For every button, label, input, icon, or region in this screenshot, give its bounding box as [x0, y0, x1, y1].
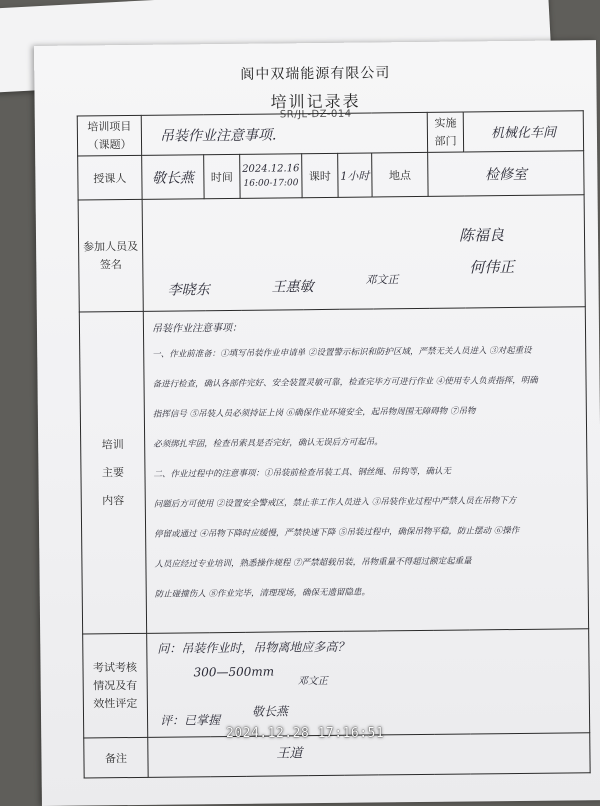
project-value: 吊装作业注意事项. [159, 126, 277, 145]
trainer-value: 敬长燕 [151, 169, 194, 187]
label-remarks: 备注 [84, 737, 148, 778]
content-line: 指挥信号 ⑤吊装人员必须持证上岗 ⑥确保作业环境安全，起吊物周围无障碍物 ⑦吊物 [152, 406, 476, 420]
content-line: 人员应经过专业培训，熟悉操作规程 ⑦严禁超载吊装，吊物重量不得超过额定起重量 [154, 556, 472, 570]
time-range-value: 16:00-17:00 [243, 178, 299, 189]
label-hours: 课时 [302, 153, 338, 197]
exam-answer-signature: 邓文正 [297, 675, 328, 688]
content-heading: 吊装作业注意事项： [151, 322, 243, 335]
content-line: 一、作业前准备：①填写吊装作业申请单 ②设置警示标识和防护区域，严禁无关人员进入 ③对起重设 [152, 345, 532, 360]
company-name: 阆中双瑞能源有限公司 [240, 65, 391, 83]
date-value: 2024.12.16 [242, 163, 300, 175]
label-content: 培训 主要 内容 [79, 311, 146, 634]
signature-participant: 王惠敏 [271, 279, 314, 296]
label-trainer: 授课人 [78, 155, 142, 200]
label-time: 时间 [204, 154, 240, 198]
content-line: 二、作业过程中的注意事项：①吊装前检查吊装工具、钢丝绳、吊钩等，确认无 [153, 466, 452, 480]
remarks-signature: 王道 [276, 746, 303, 762]
hours-value: 1小时 [340, 168, 370, 183]
label-participants: 参加人员及 签名 [78, 199, 143, 312]
content-line: 必须绑扎牢固，检查吊索具是否完好，确认无误后方可起吊。 [153, 437, 383, 450]
exam-question: 问：吊装作业时，吊物离地应多高？ [157, 639, 350, 656]
signature-participant: 陈福良 [458, 226, 505, 245]
label-project: 培训项目 （课题） [77, 115, 141, 156]
exam-answer: 300—500mm [193, 664, 275, 680]
content-line: 备进行检查，确认各部件完好、安全装置灵敏可靠，检查完毕方可进行作业 ④使用专人负责指挥，明确 [152, 375, 538, 390]
content-line: 防止碰撞伤人 ⑧作业完毕，清理现场，确保无遗留隐患。 [154, 587, 371, 600]
signature-participant: 邓文正 [365, 273, 399, 287]
signature-participant: 何伟正 [469, 257, 515, 277]
content-line: 问题后方可使用 ②设置安全警戒区，禁止非工作人员进入 ③吊装作业过程中严禁人员在吊物下方 [153, 495, 517, 510]
training-record-form [34, 40, 600, 806]
evaluator-signature: 敬长燕 [251, 704, 289, 719]
photo-timestamp: 2024.12.28 17:16:51 [226, 726, 385, 741]
form-title: 培训记录表 [270, 91, 361, 112]
label-exam: 考试考核 情况及有 效性评定 [83, 633, 148, 738]
signature-participant: 李晓东 [167, 282, 210, 299]
record-table [77, 110, 591, 778]
location-value: 检修室 [484, 166, 528, 183]
document-number: SR/JL-DZ-014 [279, 108, 352, 121]
label-location: 地点 [372, 152, 429, 197]
label-department: 实施 部门 [427, 112, 463, 152]
exam-evaluation: 评：已掌握 [159, 713, 221, 728]
content-line: 停留或通过 ④吊物下降时应缓慢，严禁快速下降 ⑤吊装过程中，确保吊物平稳，防止摆动 ⑥操作 [154, 525, 520, 540]
department-value: 机械化车间 [490, 125, 557, 142]
